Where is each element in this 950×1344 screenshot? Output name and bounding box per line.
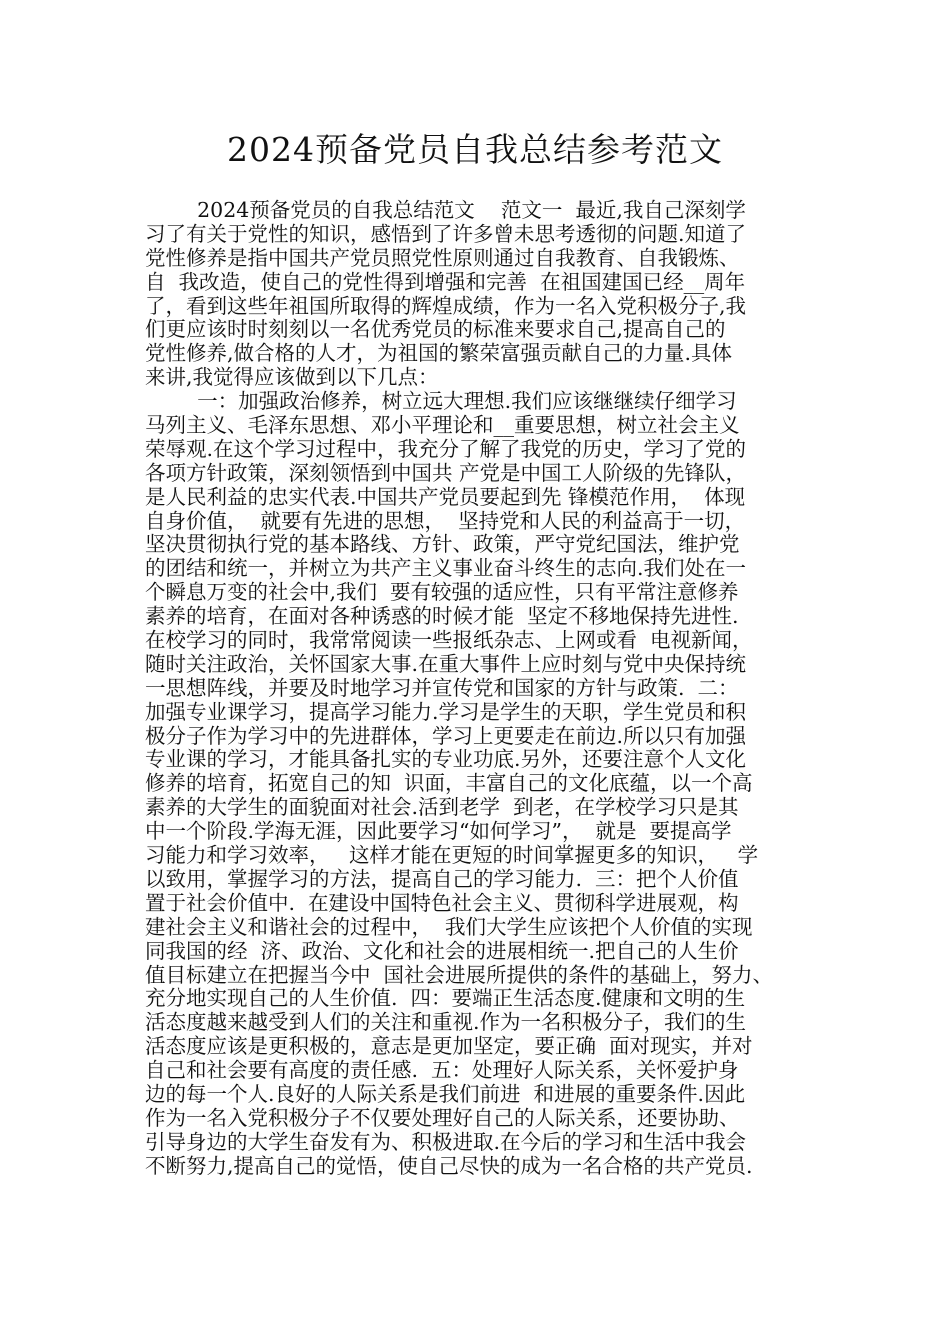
- body-text-line: 来讲,我觉得应该做到以下几点：: [145, 365, 439, 390]
- body-text-line: 同我国的经 济、政治、文化和社会的进展相统一.把自己的人生价: [145, 938, 739, 963]
- document-title: 2024预备党员自我总结参考范文: [227, 130, 723, 169]
- body-text-line: 活态度应该是更积极的，意志是更加坚定，要正确 面对现实，并对: [145, 1034, 753, 1059]
- body-text-line: 了，看到这些年祖国所取得的辉煌成绩，作为一名入党积极分子,我: [145, 293, 747, 318]
- body-text-line: 素养的培育，在面对各种诱惑的时候才能 坚定不移地保持先进性.: [145, 604, 739, 629]
- body-text-line: 中一个阶段.学海无涯，因此要学习“如何学习”， 就是 要提高学: [145, 819, 732, 844]
- body-text-line: 引导身边的大学生奋发有为、积极进取.在今后的学习和生活中我会: [145, 1129, 747, 1154]
- document-body: [145, 199, 845, 1179]
- body-text-line: 荣辱观.在这个学习过程中，我充分了解了我党的历史，学习了党的: [145, 436, 747, 461]
- body-text-line: 素养的大学生的面貌面对社会.活到老学 到老，在学校学习只是其: [145, 795, 739, 820]
- body-text-line: 置于社会价值中. 在建设中国特色社会主义、贯彻科学进展观，构: [145, 890, 739, 915]
- body-text-line: 各项方针政策，深刻领悟到中国共 产党是中国工人阶级的先锋队，: [145, 460, 747, 485]
- body-text-line: 坚决贯彻执行党的基本路线、方针、政策，严守党纪国法，维护党: [145, 532, 740, 557]
- body-text-line: 不断努力,提高自己的觉悟，使自己尽快的成为一名合格的共产党员.: [145, 1153, 753, 1178]
- body-text-line: 一：加强政治修养，树立远大理想.我们应该继继续仔细学习: [145, 389, 737, 414]
- body-text-line: 充分地实现自己的人生价值. 四：要端正生活态度.健康和文明的生: [145, 986, 746, 1011]
- body-text-line: 随时关注政治，关怀国家大事.在重大事件上应时刻与党中央保持统: [145, 651, 747, 676]
- body-text-line: 活态度越来越受到人们的关注和重视.作为一名积极分子，我们的生: [145, 1010, 747, 1035]
- body-text-line: 的团结和统一，并树立为共产主义事业奋斗终生的志向.我们处在一: [145, 556, 747, 581]
- body-text-line: 党性修养是指中国共产党员照党性原则通过自我教育、自我锻炼、: [145, 245, 740, 270]
- body-text-line: 党性修养,做合格的人才，为祖国的繁荣富强贡献自己的力量.具体: [145, 341, 733, 366]
- body-text-line: 极分子作为学习中的先进群体，学习上更要走在前边.所以只有加强: [145, 723, 747, 748]
- body-text-line: 值目标建立在把握当今中 国社会进展所提供的条件的基础上，努力、: [145, 962, 774, 987]
- body-text-line: 作为一名入党积极分子不仅要处理好自己的人际关系，还要协助、: [145, 1105, 740, 1130]
- body-text-line: 是人民利益的忠实代表.中国共产党员要起到先 锋模范作用， 体现: [145, 484, 746, 509]
- body-text-line: 以致用，掌握学习的方法，提高自己的学习能力. 三：把个人价值: [145, 866, 739, 891]
- body-text-line: 专业课的学习，才能具备扎实的专业功底.另外，还要注意个人文化: [145, 747, 747, 772]
- body-text-line: 2024预备党员的自我总结范文 范文一 最近,我自己深刻学: [145, 198, 746, 222]
- body-text-line: 习能力和学习效率， 这样才能在更短的时间掌握更多的知识， 学: [145, 843, 759, 868]
- body-text-line: 一思想阵线，并要及时地学习并宣传党和国家的方针与政策. 二：: [145, 675, 739, 700]
- body-text-line: 自身价值， 就要有先进的思想， 坚持党和人民的利益高于一切，: [145, 508, 746, 533]
- body-text-line: 建社会主义和谐社会的过程中， 我们大学生应该把个人价值的实现: [145, 914, 753, 939]
- body-text-line: 自己和社会要有高度的责任感. 五：处理好人际关系，关怀爱护身: [145, 1058, 739, 1083]
- body-text-line: 修养的培育，拓宽自己的知 识面，丰富自己的文化底蕴，以一个高: [145, 771, 753, 796]
- body-text-line: 马列主义、毛泽东思想、邓小平理论和__重要思想，树立社会主义: [145, 413, 740, 438]
- body-text-line: 自 我改造，使自己的党性得到增强和完善 在祖国建国已经__周年: [145, 269, 746, 294]
- body-text-line: 在校学习的同时，我常常阅读一些报纸杂志、上网或看 电视新闻，: [145, 628, 753, 653]
- body-text-line: 们更应该时时刻刻以一名优秀党员的标准来要求自己,提高自己的: [145, 317, 726, 342]
- body-text-line: 习了有关于党性的知识，感悟到了许多曾未思考透彻的问题.知道了: [145, 221, 747, 246]
- body-text-line: 边的每一个人.良好的人际关系是我们前进 和进展的重要条件.因此: [145, 1081, 746, 1106]
- body-text-line: 加强专业课学习，提高学习能力.学习是学生的天职，学生党员和积: [145, 699, 747, 724]
- body-text-line: 个瞬息万变的社会中,我们 要有较强的适应性，只有平常注意修养: [145, 580, 739, 605]
